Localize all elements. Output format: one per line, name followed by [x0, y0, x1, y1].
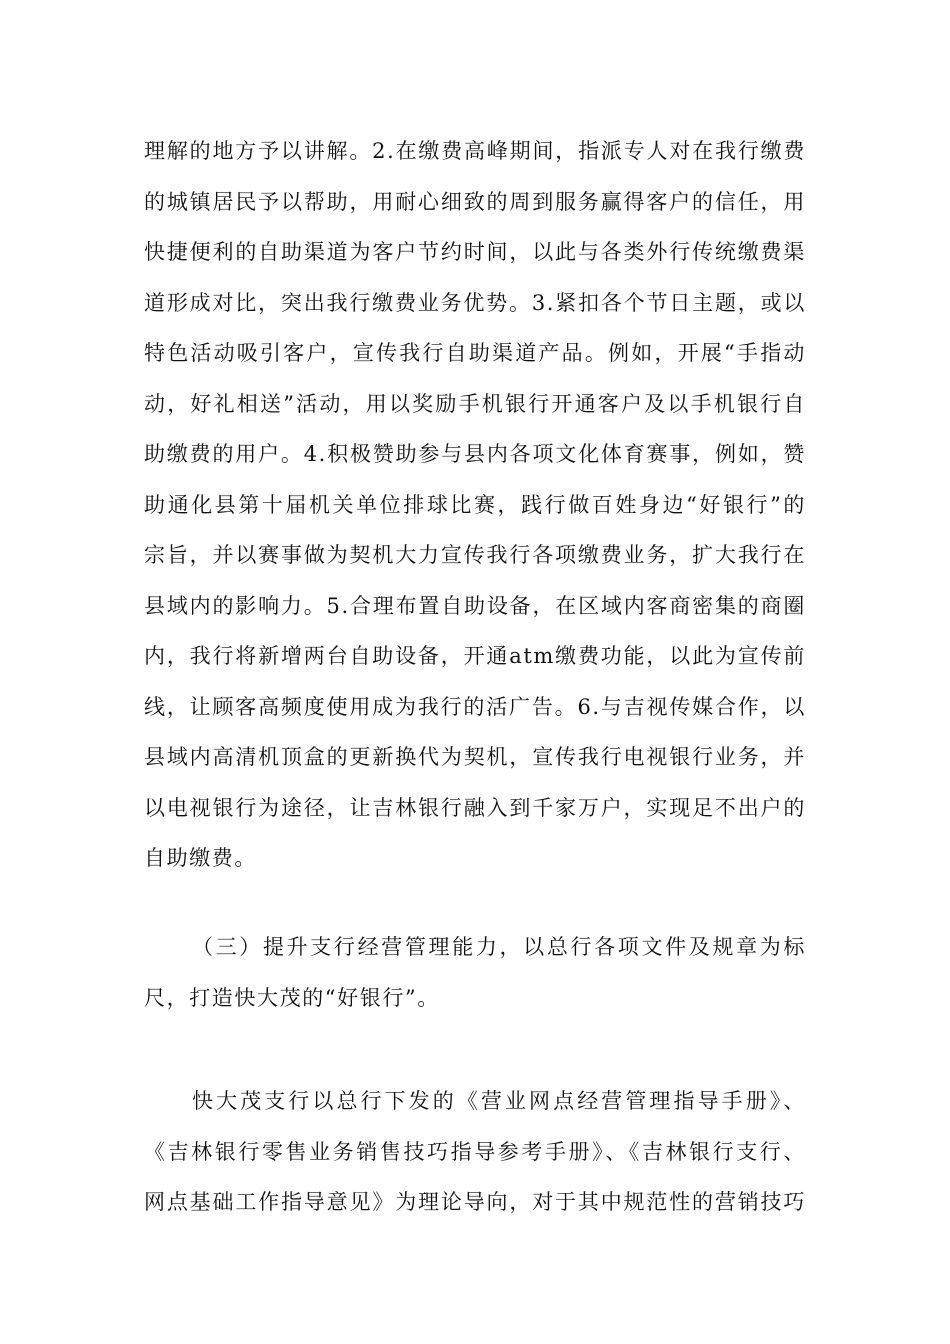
text-line: 内，我行将新增两台自助设备，开通atm缴费功能，以此为宣传前	[144, 644, 806, 668]
text-line: 道形成对比，突出我行缴费业务优势。3.紧扣各个节日主题，或以	[144, 290, 806, 315]
body-paragraph-2	[144, 1076, 806, 1228]
text-line: 快大茂支行以总行下发的《营业网点经营管理指导手册》、	[192, 1089, 806, 1113]
text-line: 快捷便利的自助渠道为客户节约时间，以此与各类外行传统缴费渠	[144, 240, 806, 264]
text-line: 的城镇居民予以帮助，用耐心细致的周到服务赢得客户的信任，用	[144, 189, 806, 214]
text-line: 尺，打造快大茂的“好银行”。	[144, 985, 440, 1010]
text-line: 自助缴费。	[144, 846, 257, 870]
text-line: 线，让顾客高频度使用成为我行的活广告。6.与吉视传媒合作，以	[144, 694, 806, 719]
text-line: 特色活动吸引客户，宣传我行自助渠道产品。例如，开展“手指动	[144, 341, 806, 365]
text-line: 动，好礼相送”活动，用以奖励手机银行开通客户及以手机银行自	[144, 391, 806, 416]
text-line: 理解的地方予以讲解。2.在缴费高峰期间，指派专人对在我行缴费	[144, 139, 806, 163]
section-heading-3	[144, 922, 806, 1023]
text-line: 以电视银行为途径，让吉林银行融入到千家万户，实现足不出户的	[144, 795, 806, 820]
text-line: 助通化县第十届机关单位排球比赛，践行做百姓身边“好银行”的	[144, 492, 806, 517]
text-line: 县域内高清机顶盒的更新换代为契机，宣传我行电视银行业务，并	[144, 745, 806, 769]
text-line: 《吉林银行零售业务销售技巧指导参考手册》、《吉林银行支行、	[144, 1139, 806, 1164]
text-line: 助缴费的用户。4.积极赞助参与县内各项文化体育赛事，例如，赞	[144, 442, 806, 466]
text-line: （三）提升支行经营管理能力，以总行各项文件及规章为标	[192, 935, 806, 959]
text-line: 宗旨，并以赛事做为契机大力宣传我行各项缴费业务，扩大我行在	[144, 543, 806, 567]
text-line: 网点基础工作指导意见》为理论导向，对于其中规范性的营销技巧	[144, 1190, 806, 1214]
text-line: 县域内的影响力。5.合理布置自助设备，在区域内客商密集的商圈	[144, 593, 806, 618]
body-paragraph-1	[144, 126, 806, 884]
